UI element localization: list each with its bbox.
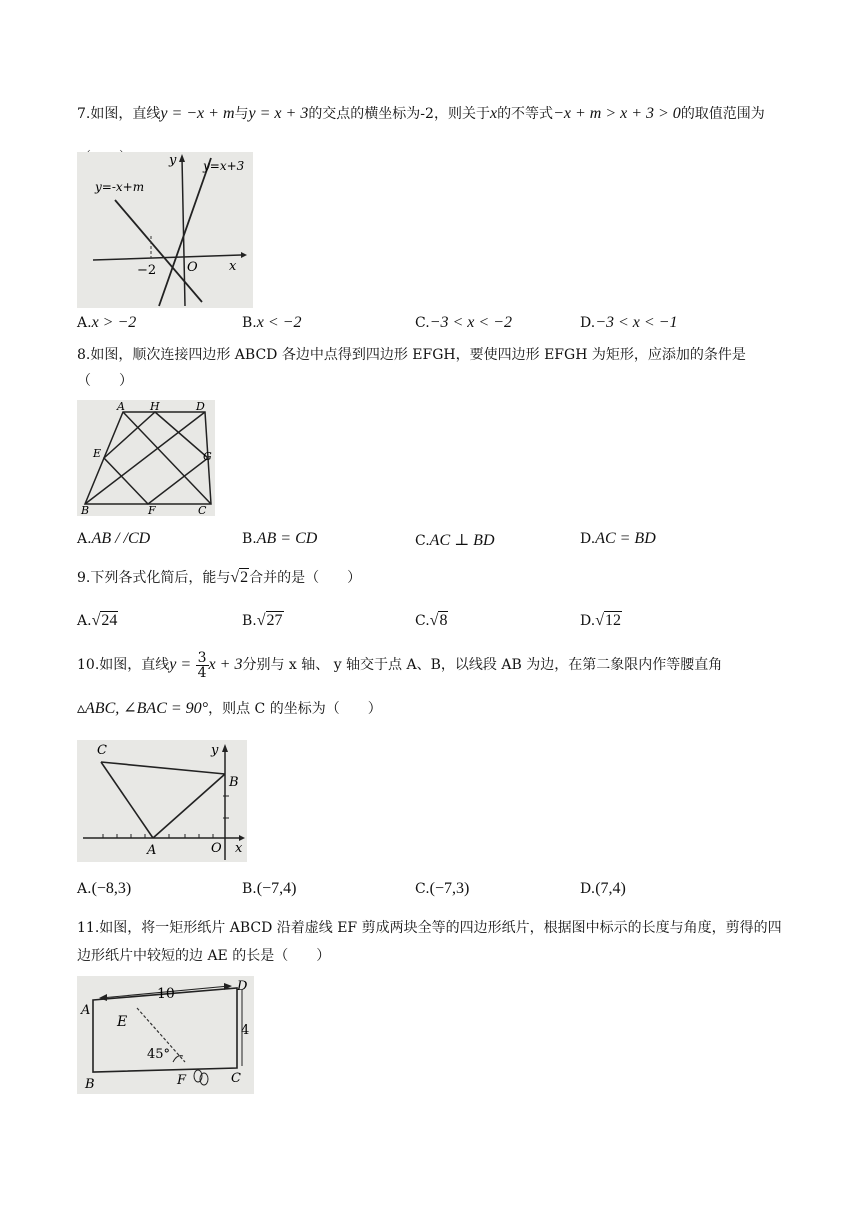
question-10-text-line1 xyxy=(77,648,785,682)
q8-options xyxy=(77,530,785,552)
question-9-text xyxy=(77,568,785,588)
q10-text-line2: ，则点 C 的坐标为（ ） xyxy=(208,701,382,717)
q7-equation-2: y = x + 3 xyxy=(248,105,309,122)
q7-figure-axis-y: y xyxy=(169,153,177,168)
question-11 xyxy=(77,914,785,970)
q8-option-a[interactable]: A.AB / /CD xyxy=(77,530,151,547)
q9-text-part1: 9.下列各式化简后，能与 xyxy=(77,570,231,586)
q7-text-part3: 的交点的横坐标为-2，则关于 xyxy=(308,106,490,122)
q7-text-part1: 7.如图，直线 xyxy=(77,106,161,122)
q7-option-c[interactable]: C.−3 < x < −2 xyxy=(415,314,512,331)
q10-figure-label-c: C xyxy=(97,743,107,758)
q8-figure-label-b: B xyxy=(81,504,90,516)
q9-option-a[interactable]: A.√24 xyxy=(77,612,118,629)
q8-option-d[interactable]: D.AC = BD xyxy=(580,530,656,547)
q10-text-part2: 分别与 x 轴、 y 轴交于点 A、B，以线段 AB 为边，在第二象限内作等腰直角 xyxy=(242,657,723,673)
question-8 xyxy=(77,342,785,394)
question-9 xyxy=(77,568,785,588)
q8-figure-label-c: C xyxy=(198,504,207,516)
q7-figure-label-line1: y=-x+m xyxy=(95,180,145,194)
q7-equation-1: y = −x + m xyxy=(160,105,235,122)
q9-option-b[interactable]: B.√27 xyxy=(242,612,283,629)
q11-figure-angle: 45° xyxy=(147,1047,171,1062)
q11-figure-label-c: C xyxy=(231,1071,241,1086)
q11-figure-label-d: D xyxy=(237,979,248,994)
q10-figure-axis-x: x xyxy=(235,841,243,856)
q11-figure-length-top: 10 xyxy=(157,986,175,1002)
q7-inequality: −x + m > x + 3 > 0 xyxy=(553,105,681,122)
q10-option-a[interactable]: A.(−8,3) xyxy=(77,880,132,897)
q10-option-b[interactable]: B.(−7,4) xyxy=(242,880,297,897)
q8-option-c[interactable]: C.AC ⊥ BD xyxy=(415,532,495,549)
q10-figure-axis-y: y xyxy=(211,743,219,758)
q8-figure-label-f: F xyxy=(148,504,156,516)
q7-option-d[interactable]: D.−3 < x < −1 xyxy=(580,314,678,331)
q9-sqrt-2: √2 xyxy=(230,569,249,586)
q10-option-c[interactable]: C.(−7,3) xyxy=(415,880,470,897)
q7-figure-label-line2: y=x+3 xyxy=(203,159,245,173)
question-10-text-line2 xyxy=(77,692,785,726)
q7-figure-tick-label: −2 xyxy=(137,263,157,278)
q11-figure xyxy=(77,976,254,1094)
q10-fraction: $\frac{3}{4}$ xyxy=(197,649,207,681)
q10-options xyxy=(77,880,785,902)
q7-variable: x xyxy=(489,105,498,122)
q8-figure-label-d: D xyxy=(196,400,205,413)
q7-figure-origin: O xyxy=(187,260,198,275)
q8-option-b[interactable]: B.AB = CD xyxy=(242,530,318,547)
q7-options xyxy=(77,314,785,336)
question-10 xyxy=(77,648,785,726)
q8-figure-label-a: A xyxy=(117,400,125,413)
q7-text-part5: 的取值范围为 xyxy=(680,106,765,122)
question-11-text: 11.如图，将一矩形纸片 ABCD 沿着虚线 EF 剪成两块全等的四边形纸片，根据图中标示的长度与角度，剪得的四边形纸片中较短的边 AE 的长是（ ） xyxy=(77,920,782,964)
question-8-text: 8.如图，顺次连接四边形 ABCD 各边中点得到四边形 EFGH，要使四边形 EFGH 为矩形，应添加的条件是（ ） xyxy=(77,347,746,389)
q9-option-d[interactable]: D.√12 xyxy=(580,612,621,629)
q11-figure-label-a: A xyxy=(81,1003,91,1018)
q11-figure-label-e: E xyxy=(117,1014,128,1030)
q8-figure-label-e: E xyxy=(93,447,102,460)
q9-text-part2: 合并的是（ ） xyxy=(249,570,362,586)
q10-figure xyxy=(77,740,247,862)
q7-figure xyxy=(77,152,253,308)
q11-figure-label-b: B xyxy=(85,1077,95,1092)
q10-figure-label-b: B xyxy=(229,775,239,790)
q10-equation-lhs: y = xyxy=(169,656,192,673)
q10-figure-label-a: A xyxy=(147,843,157,858)
q10-equation-rhs: x + 3 xyxy=(208,656,243,673)
q8-figure-label-g: G xyxy=(203,450,212,463)
q9-options xyxy=(77,612,785,634)
q7-option-a[interactable]: A.x > −2 xyxy=(77,314,137,331)
q7-text-part2: 与 xyxy=(234,106,249,122)
q8-figure-label-h: H xyxy=(150,400,160,413)
q10-triangle-math: ▵ABC, ∠BAC = 90° xyxy=(77,700,209,717)
q7-text-part4: 的不等式 xyxy=(497,106,554,122)
q9-option-c[interactable]: C.√8 xyxy=(415,612,448,629)
q10-option-d[interactable]: D.(7,4) xyxy=(580,880,626,897)
q11-figure-label-f: F xyxy=(177,1073,187,1088)
q8-figure xyxy=(77,400,215,516)
q7-option-b[interactable]: B.x < −2 xyxy=(242,314,302,331)
q7-figure-axis-x: x xyxy=(229,259,237,274)
q10-text-part1: 10.如图，直线 xyxy=(77,657,170,673)
q11-figure-length-right: 4 xyxy=(241,1023,250,1038)
q10-figure-label-o: O xyxy=(211,841,222,856)
